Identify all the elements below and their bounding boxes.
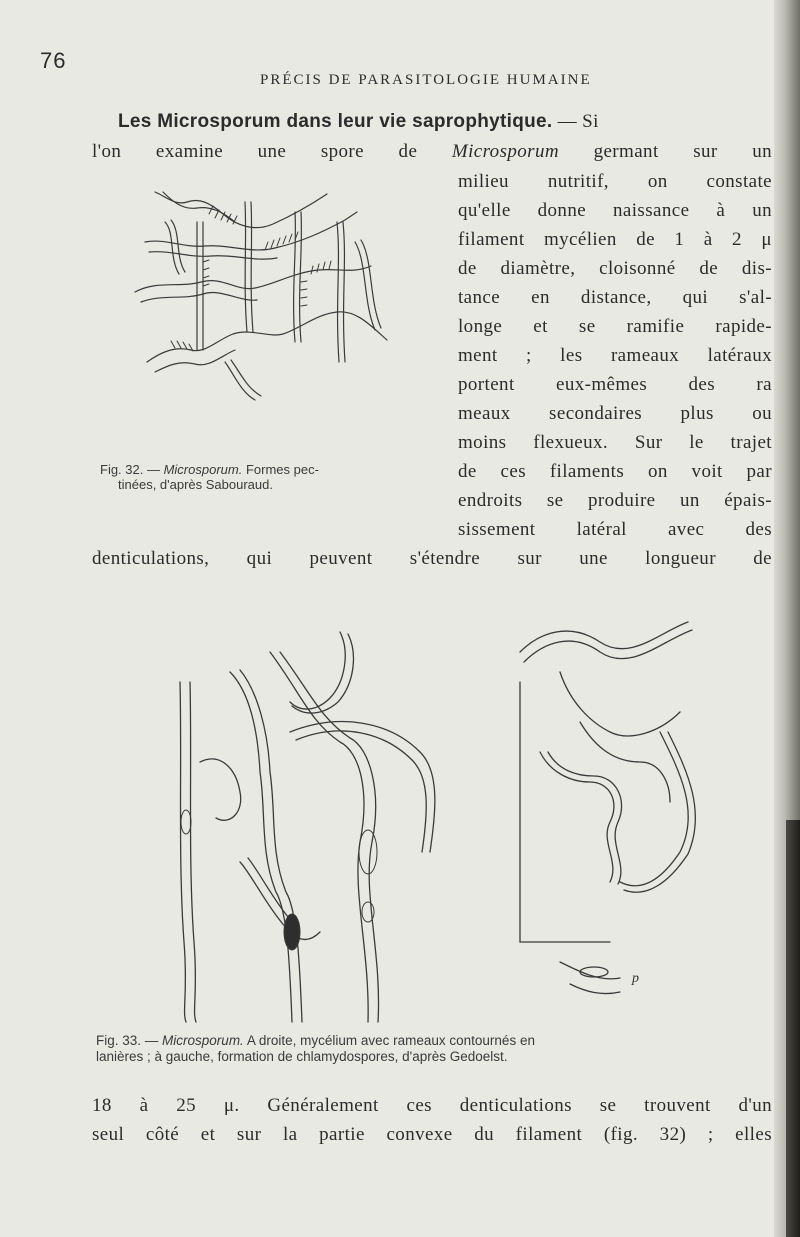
paragraph-line: seul côté et sur la partie convexe du filament (fig. 32) ; elles xyxy=(92,1124,772,1145)
figure-32-caption-line2: tinées, d'après Sabouraud. xyxy=(118,477,273,492)
figure-33-caption xyxy=(96,1033,746,1065)
paragraph-line: qu'elle donne naissance à un xyxy=(458,200,772,221)
figure-33-genus: Microsporum. xyxy=(162,1033,244,1048)
paragraph-line: filament mycélien de 1 à 2 μ xyxy=(458,229,772,250)
figure-32-drawing xyxy=(105,162,415,412)
figure-33-caption-line2: lanières ; à gauche, formation de chlamydospores, d'après Gedoelst. xyxy=(96,1049,508,1064)
paragraph-line: moins flexueux. Sur le trajet xyxy=(458,432,772,453)
running-title: PRÉCIS DE PARASITOLOGIE HUMAINE xyxy=(260,72,592,88)
figure-32-label: Fig. 32. xyxy=(100,462,144,477)
paragraph-line: de ces filaments on voit par xyxy=(458,461,772,482)
page-number: 76 xyxy=(40,48,67,73)
figure-33-drawing xyxy=(140,612,730,1032)
spore-marker xyxy=(580,967,639,986)
line-suffix: germant sur un xyxy=(559,141,772,162)
paragraph-line: endroits se produire un épais- xyxy=(458,490,772,511)
paragraph-line: sissement latéral avec des xyxy=(458,519,772,540)
paragraph-line: portent eux-mêmes des ra xyxy=(458,374,772,395)
figure-33-caption-text: A droite, mycélium avec rameaux contournés en xyxy=(243,1033,535,1048)
page-edge-shadow xyxy=(786,820,800,1237)
marker-p: p xyxy=(632,971,639,986)
section-heading-suffix: — Si xyxy=(552,111,599,132)
paragraph-line: ment ; les rameaux latéraux xyxy=(458,345,772,366)
chlamydospores xyxy=(181,810,377,950)
chlamydospore-filaments-left xyxy=(180,632,435,1022)
twisted-mycelium-right xyxy=(520,622,695,994)
paragraph-line: longe et se ramifie rapide- xyxy=(458,316,772,337)
paragraph-line: meaux secondaires plus ou xyxy=(458,403,772,424)
figure-32-caption xyxy=(100,462,430,492)
paragraph-line: 18 à 25 μ. Généralement ces denticulations se trouvent d'un xyxy=(92,1095,772,1116)
paragraph-line: de diamètre, cloisonné de dis- xyxy=(458,258,772,279)
section-heading-line xyxy=(118,108,599,137)
caption-dash: — xyxy=(143,462,164,477)
paragraph-line: milieu nutritif, on constate xyxy=(458,171,772,192)
section-heading: Les Microsporum dans leur vie saprophytique. xyxy=(118,111,553,132)
figure-32-genus: Microsporum. xyxy=(163,462,243,477)
genus-italic: Microsporum xyxy=(451,141,559,162)
figure-33-label: Fig. 33. xyxy=(96,1033,142,1048)
figure-32-caption-text: Formes pec- xyxy=(242,462,319,477)
caption-dash: — xyxy=(141,1033,163,1048)
paragraph-line: denticulations, qui peuvent s'étendre sur une longueur de xyxy=(92,548,772,569)
line-prefix: l'on examine une spore de xyxy=(92,141,452,162)
mycelium-filaments xyxy=(135,192,387,400)
paragraph-line: tance en distance, qui s'al- xyxy=(458,287,772,308)
